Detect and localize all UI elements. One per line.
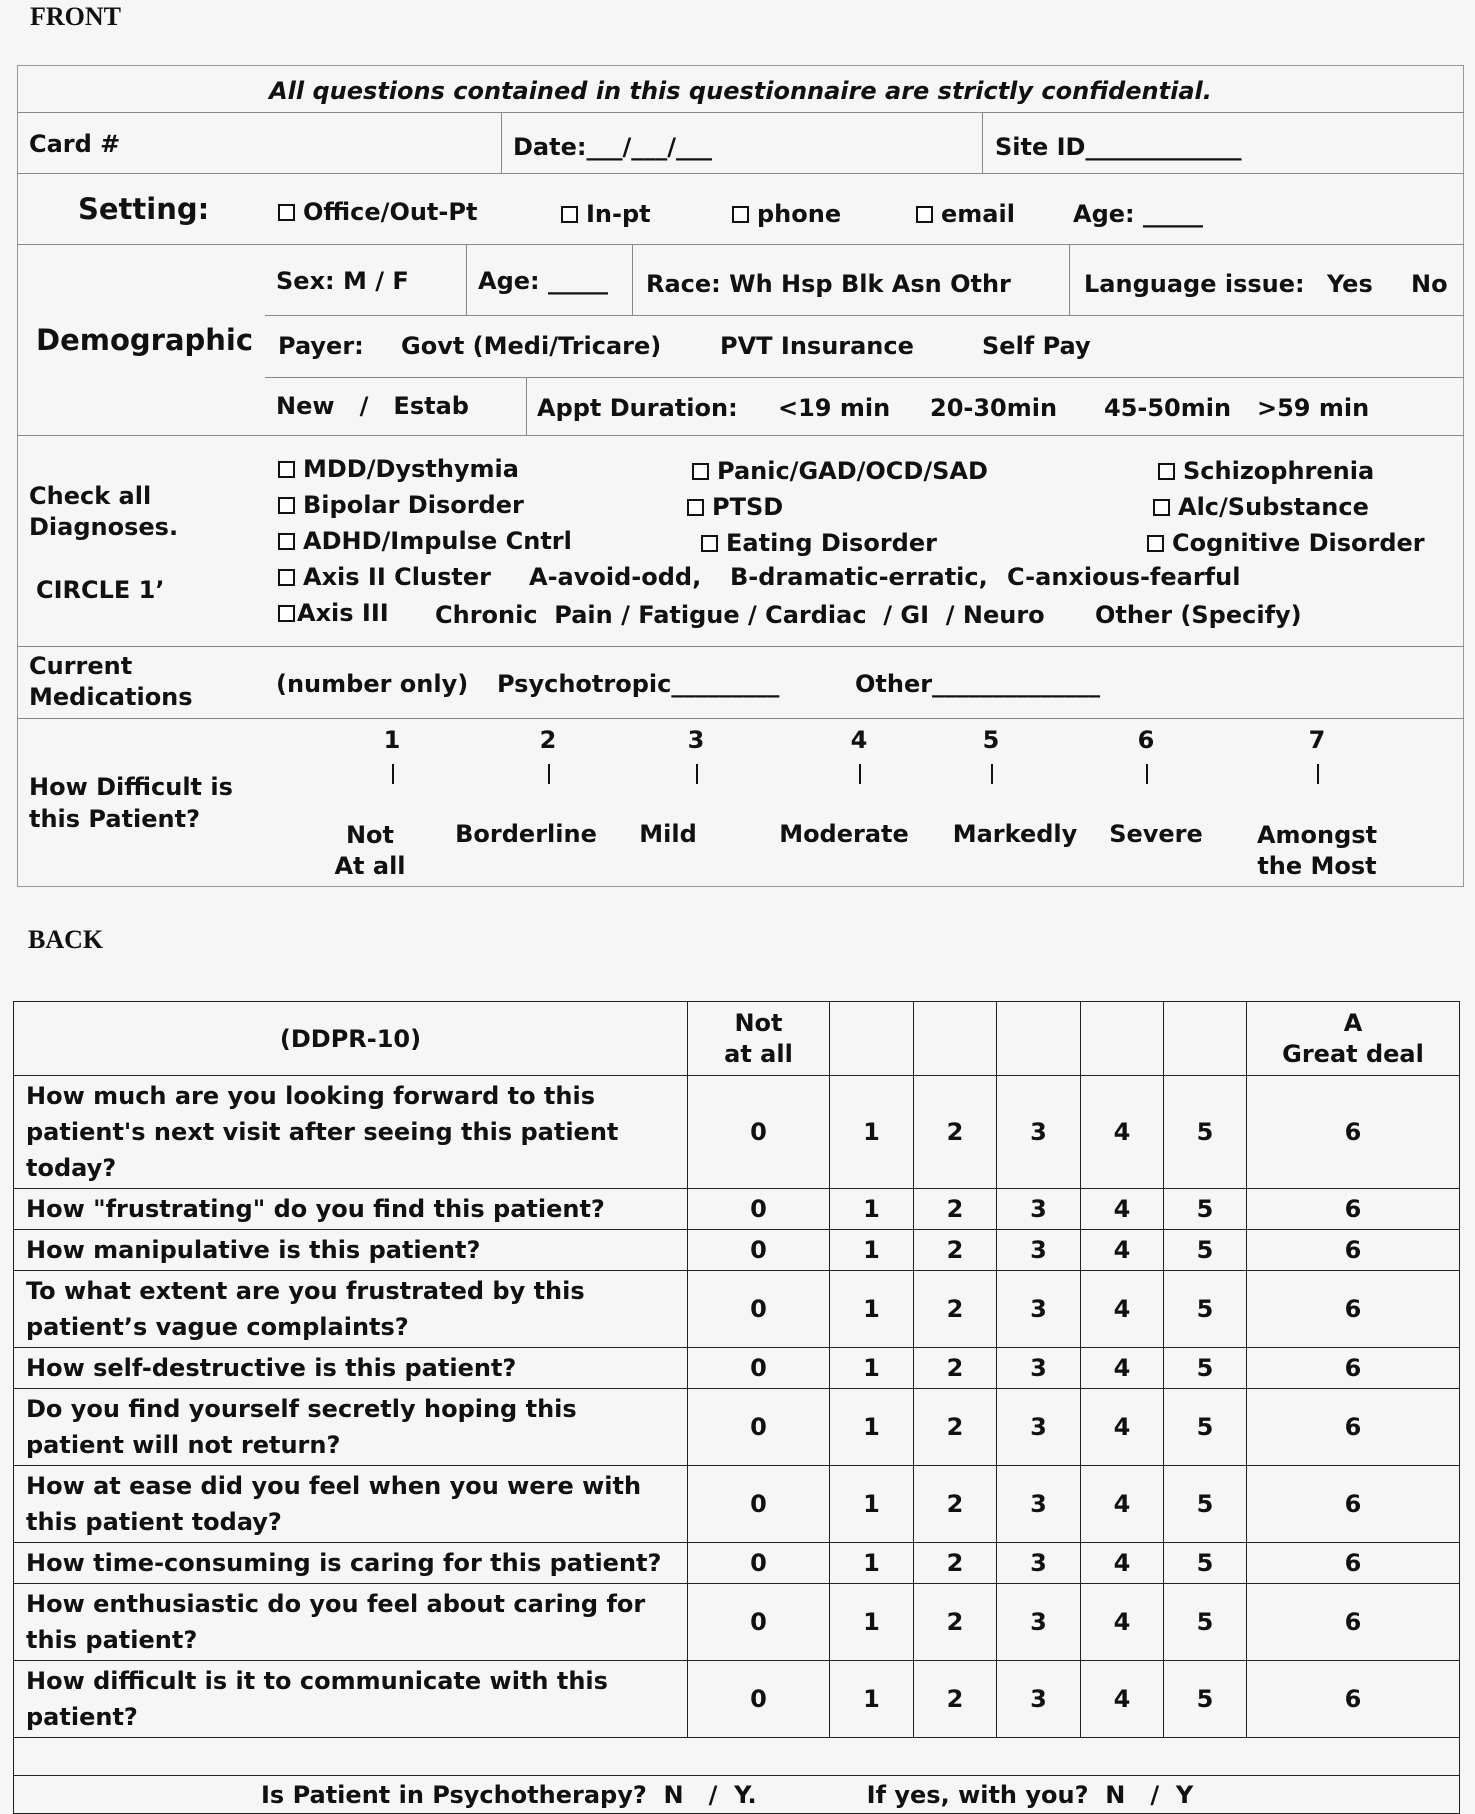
setting-office-checkbox[interactable]: Office/Out-Pt — [278, 198, 477, 226]
checkbox-icon — [1153, 499, 1170, 516]
checkbox-icon — [1147, 535, 1164, 552]
rating-option[interactable]: 5 — [1164, 1543, 1247, 1584]
rating-option[interactable]: 2 — [914, 1271, 997, 1348]
difficulty-label-amongst-most: Amongst the Most — [1256, 821, 1378, 880]
language-yes-option[interactable]: Yes — [1327, 270, 1373, 298]
difficulty-number[interactable]: 2 — [539, 726, 557, 754]
rating-option[interactable]: 2 — [914, 1189, 997, 1230]
rating-option[interactable]: 2 — [914, 1076, 997, 1189]
duration-option[interactable]: >59 min — [1257, 394, 1370, 422]
rating-option[interactable]: 4 — [1081, 1389, 1164, 1466]
table-row — [14, 1466, 1460, 1543]
rating-option[interactable]: 3 — [997, 1661, 1081, 1738]
rating-option[interactable]: 4 — [1081, 1543, 1164, 1584]
difficulty-number[interactable]: 3 — [687, 726, 705, 754]
rating-option[interactable]: 2 — [914, 1230, 997, 1271]
rating-option[interactable]: 2 — [914, 1543, 997, 1584]
rating-option[interactable]: 4 — [1081, 1584, 1164, 1661]
setting-email-checkbox[interactable]: email — [916, 200, 1015, 228]
rating-option[interactable]: 5 — [1164, 1466, 1247, 1543]
checkbox-icon — [1158, 463, 1175, 480]
table-row — [14, 1189, 1460, 1230]
medications-label-2: Medications — [29, 683, 193, 711]
question-text: How enthusiastic do you feel about caring for this patient? — [14, 1584, 688, 1661]
checkbox-icon — [278, 605, 295, 622]
diagnoses-label-2: Diagnoses. — [29, 513, 179, 541]
rating-option[interactable]: 4 — [1081, 1189, 1164, 1230]
back-label: BACK — [28, 925, 104, 954]
appt-duration-label: Appt Duration: — [537, 394, 738, 422]
date-field[interactable]: Date:___/___/___ — [513, 133, 712, 161]
question-text: Do you find yourself secretly hoping this patient will not return? — [14, 1389, 688, 1466]
axis3-conditions[interactable]: Chronic Pain / Fatigue / Cardiac / GI / Neuro — [435, 601, 1045, 629]
question-text: How at ease did you feel when you were with this patient today? — [14, 1466, 688, 1543]
difficulty-number[interactable]: 1 — [383, 726, 401, 754]
rating-option[interactable]: 5 — [1164, 1348, 1247, 1389]
rating-option[interactable]: 3 — [997, 1271, 1081, 1348]
scale-tick — [548, 764, 550, 784]
rating-option[interactable]: 0 — [688, 1543, 830, 1584]
diagnoses-label-1: Check all — [29, 482, 152, 510]
question-text: How self-destructive is this patient? — [14, 1348, 688, 1389]
axis2-cluster-b[interactable]: B-dramatic-erratic, — [730, 563, 988, 591]
difficulty-number[interactable]: 7 — [1308, 726, 1326, 754]
rating-option[interactable]: 0 — [688, 1230, 830, 1271]
site-id-field[interactable]: Site ID_____________ — [995, 133, 1242, 161]
rating-option[interactable]: 5 — [1164, 1584, 1247, 1661]
rating-option[interactable]: 2 — [914, 1584, 997, 1661]
dx-schizophrenia-checkbox[interactable]: Schizophrenia — [1158, 457, 1374, 485]
table-title: (DDPR-10) — [14, 1002, 688, 1076]
rating-option[interactable]: 5 — [1164, 1389, 1247, 1466]
scale-tick — [991, 764, 993, 784]
rating-option[interactable]: 6 — [1247, 1230, 1460, 1271]
table-row — [14, 1271, 1460, 1348]
difficulty-number[interactable]: 6 — [1137, 726, 1155, 754]
psychotherapy-question[interactable]: Is Patient in Psychotherapy? N / Y. — [261, 1780, 757, 1809]
checkbox-icon — [278, 569, 295, 586]
rating-option[interactable]: 5 — [1164, 1076, 1247, 1189]
dx-axis3-checkbox[interactable]: Axis III — [278, 599, 389, 627]
setting-label: Setting: — [78, 192, 210, 226]
rating-option[interactable]: 6 — [1247, 1348, 1460, 1389]
table-row — [14, 1389, 1460, 1466]
other-medications-field[interactable]: Other______________ — [855, 670, 1101, 698]
rating-option[interactable]: 2 — [914, 1348, 997, 1389]
race-field[interactable]: Race: Wh Hsp Blk Asn Othr — [646, 270, 1011, 298]
rating-option[interactable]: 1 — [830, 1271, 914, 1348]
question-text: How difficult is it to communicate with this patient? — [14, 1661, 688, 1738]
dx-adhd-checkbox[interactable]: ADHD/Impulse Cntrl — [278, 527, 572, 555]
difficulty-label-moderate: Moderate — [779, 820, 909, 848]
blank-row — [14, 1738, 1460, 1776]
table-row — [14, 1348, 1460, 1389]
question-text: How time-consuming is caring for this patient? — [14, 1543, 688, 1584]
dx-cognitive-checkbox[interactable]: Cognitive Disorder — [1147, 529, 1425, 557]
dx-mdd-checkbox[interactable]: MDD/Dysthymia — [278, 455, 519, 483]
ddpr-table — [13, 1001, 1460, 1814]
payer-govt-option[interactable]: Govt (Medi/Tricare) — [401, 332, 662, 360]
medications-label-1: Current — [29, 652, 133, 680]
table-row — [14, 1661, 1460, 1738]
rating-option[interactable]: 4 — [1081, 1348, 1164, 1389]
dx-bipolar-checkbox[interactable]: Bipolar Disorder — [278, 491, 524, 519]
rating-option[interactable]: 1 — [830, 1230, 914, 1271]
rating-option[interactable]: 1 — [830, 1076, 914, 1189]
psychotherapy-row[interactable] — [14, 1776, 1460, 1814]
table-row — [14, 1543, 1460, 1584]
card-number-field[interactable]: Card # — [29, 130, 121, 158]
checkbox-icon — [278, 461, 295, 478]
table-row — [14, 1230, 1460, 1271]
front-label: FRONT — [30, 2, 121, 31]
rating-option[interactable]: 0 — [688, 1389, 830, 1466]
with-you-question[interactable]: If yes, with you? N / Y — [866, 1780, 1194, 1809]
difficulty-label-not-at-all: Not At all — [334, 821, 406, 880]
language-no-option[interactable]: No — [1411, 270, 1448, 298]
checkbox-icon — [278, 204, 295, 221]
setting-age-field[interactable]: Age: _____ — [1073, 200, 1203, 228]
checkbox-icon — [732, 206, 749, 223]
rating-option[interactable]: 5 — [1164, 1271, 1247, 1348]
difficulty-label-mild: Mild — [639, 820, 697, 848]
rating-option[interactable]: 3 — [997, 1189, 1081, 1230]
question-text: How "frustrating" do you find this patient? — [14, 1189, 688, 1230]
setting-inpt-checkbox[interactable]: In-pt — [561, 200, 651, 228]
rating-option[interactable]: 5 — [1164, 1661, 1247, 1738]
duration-option[interactable]: 45-50min — [1104, 394, 1232, 422]
rating-option[interactable]: 0 — [688, 1584, 830, 1661]
scale-tick — [696, 764, 698, 784]
confidential-notice: All questions contained in this questionnaire are strictly confidential. — [269, 77, 1212, 105]
difficulty-label-borderline: Borderline — [455, 820, 597, 848]
rating-option[interactable]: 1 — [830, 1189, 914, 1230]
checkbox-icon — [278, 497, 295, 514]
rating-option[interactable]: 1 — [830, 1543, 914, 1584]
axis2-cluster-c[interactable]: C-anxious-fearful — [1007, 563, 1241, 591]
language-issue-label: Language issue: — [1084, 270, 1305, 298]
dx-eating-checkbox[interactable]: Eating Disorder — [701, 529, 937, 557]
checkbox-icon — [561, 206, 578, 223]
rating-option[interactable]: 3 — [997, 1389, 1081, 1466]
rating-option[interactable]: 3 — [997, 1230, 1081, 1271]
payer-self-option[interactable]: Self Pay — [982, 332, 1091, 360]
sex-field[interactable]: Sex: M / F — [276, 267, 409, 295]
dx-axis2-checkbox[interactable]: Axis II Cluster — [278, 563, 491, 591]
question-text: How manipulative is this patient? — [14, 1230, 688, 1271]
rating-option[interactable]: 6 — [1247, 1466, 1460, 1543]
number-only-note: (number only) — [276, 670, 469, 698]
rating-option[interactable]: 6 — [1247, 1661, 1460, 1738]
rating-option[interactable]: 3 — [997, 1466, 1081, 1543]
duration-option[interactable]: <19 min — [778, 394, 891, 422]
difficulty-label-1: How Difficult is — [29, 773, 233, 801]
rating-option[interactable]: 4 — [1081, 1466, 1164, 1543]
rating-option[interactable]: 0 — [688, 1271, 830, 1348]
rating-option[interactable]: 0 — [688, 1348, 830, 1389]
column-header-great-deal: A Great deal — [1247, 1002, 1460, 1076]
rating-option[interactable]: 2 — [914, 1661, 997, 1738]
difficulty-number[interactable]: 4 — [850, 726, 868, 754]
rating-option[interactable]: 0 — [688, 1466, 830, 1543]
dx-panic-checkbox[interactable]: Panic/GAD/OCD/SAD — [692, 457, 988, 485]
payer-pvt-option[interactable]: PVT Insurance — [720, 332, 914, 360]
rating-option[interactable]: 1 — [830, 1348, 914, 1389]
scale-tick — [392, 764, 394, 784]
rating-option[interactable]: 4 — [1081, 1076, 1164, 1189]
new-estab-field[interactable]: New / Estab — [276, 392, 469, 420]
setting-phone-checkbox[interactable]: phone — [732, 200, 841, 228]
rating-option[interactable]: 1 — [830, 1584, 914, 1661]
checkbox-icon — [916, 206, 933, 223]
difficulty-label-severe: Severe — [1109, 820, 1203, 848]
demographic-age-field[interactable]: Age: _____ — [478, 267, 608, 295]
rating-option[interactable]: 5 — [1164, 1230, 1247, 1271]
checkbox-icon — [278, 533, 295, 550]
rating-option[interactable]: 2 — [914, 1389, 997, 1466]
duration-option[interactable]: 20-30min — [930, 394, 1058, 422]
scale-tick — [859, 764, 861, 784]
rating-option[interactable]: 0 — [688, 1189, 830, 1230]
rating-option[interactable]: 3 — [997, 1348, 1081, 1389]
rating-option[interactable]: 5 — [1164, 1189, 1247, 1230]
rating-option[interactable]: 4 — [1081, 1661, 1164, 1738]
rating-option[interactable]: 0 — [688, 1076, 830, 1189]
axis3-other[interactable]: Other (Specify) — [1095, 601, 1302, 629]
dx-ptsd-checkbox[interactable]: PTSD — [687, 493, 783, 521]
rating-option[interactable]: 1 — [830, 1389, 914, 1466]
rating-option[interactable]: 6 — [1247, 1543, 1460, 1584]
axis2-cluster-a[interactable]: A-avoid-odd, — [529, 563, 702, 591]
rating-option[interactable]: 3 — [997, 1543, 1081, 1584]
checkbox-icon — [687, 499, 704, 516]
checkbox-icon — [701, 535, 718, 552]
rating-option[interactable]: 4 — [1081, 1230, 1164, 1271]
rating-option[interactable]: 6 — [1247, 1189, 1460, 1230]
rating-option[interactable]: 6 — [1247, 1271, 1460, 1348]
rating-option[interactable]: 4 — [1081, 1271, 1164, 1348]
psychotropic-field[interactable]: Psychotropic_________ — [497, 670, 780, 698]
difficulty-label-markedly: Markedly — [952, 820, 1078, 848]
circle-one-label: CIRCLE 1’ — [36, 576, 165, 604]
question-text: How much are you looking forward to this patient's next visit after seeing this patient today? — [14, 1076, 688, 1189]
demographic-label: Demographic — [36, 323, 254, 357]
scale-tick — [1317, 764, 1319, 784]
payer-label: Payer: — [278, 332, 364, 360]
column-header-not-at-all: Not at all — [688, 1002, 830, 1076]
rating-option[interactable]: 0 — [688, 1661, 830, 1738]
checkbox-icon — [692, 463, 709, 480]
rating-option[interactable]: 3 — [997, 1584, 1081, 1661]
rating-option[interactable]: 6 — [1247, 1076, 1460, 1189]
difficulty-label-2: this Patient? — [29, 805, 201, 833]
rating-option[interactable]: 6 — [1247, 1389, 1460, 1466]
rating-option[interactable]: 3 — [997, 1076, 1081, 1189]
dx-alc-checkbox[interactable]: Alc/Substance — [1153, 493, 1369, 521]
question-text: To what extent are you frustrated by this patient’s vague complaints? — [14, 1271, 688, 1348]
rating-option[interactable]: 1 — [830, 1466, 914, 1543]
rating-option[interactable]: 2 — [914, 1466, 997, 1543]
difficulty-number[interactable]: 5 — [982, 726, 1000, 754]
scale-tick — [1146, 764, 1148, 784]
rating-option[interactable]: 6 — [1247, 1584, 1460, 1661]
rating-option[interactable]: 1 — [830, 1661, 914, 1738]
table-row — [14, 1584, 1460, 1661]
table-row — [14, 1076, 1460, 1189]
